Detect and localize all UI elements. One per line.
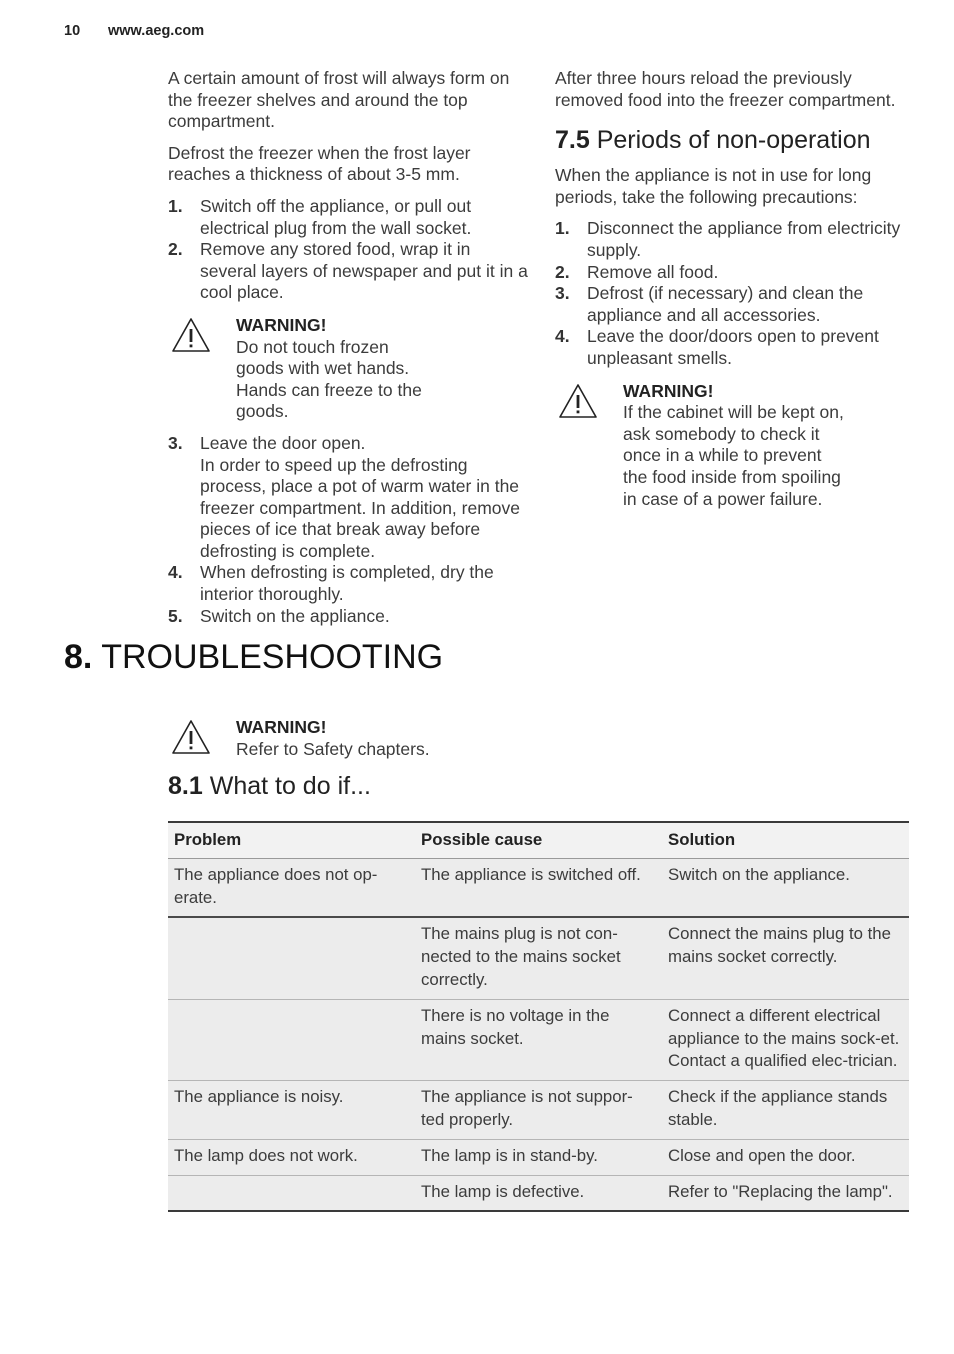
step-number: 5. bbox=[168, 605, 183, 626]
step-text: Remove all food. bbox=[587, 261, 719, 282]
warning-text: Refer to Safety chapters. bbox=[236, 738, 430, 759]
step-number: 4. bbox=[555, 326, 570, 347]
solution-cell: Refer to "Replacing the lamp". bbox=[662, 1175, 909, 1211]
problem-cell: The appliance is noisy. bbox=[168, 1081, 415, 1140]
step-number: 1. bbox=[168, 195, 183, 216]
warning-line: ask somebody to check it bbox=[623, 423, 820, 444]
warning-box bbox=[555, 381, 911, 511]
step-text: Defrost (if necessary) and clean the appliance and all accessories. bbox=[587, 283, 864, 325]
paragraph: A certain amount of frost will always form on the freezer shelves and around the top compartment. bbox=[168, 68, 510, 132]
section-title: Periods of non-operation bbox=[596, 126, 871, 155]
cause-cell: The lamp is defective. bbox=[415, 1175, 662, 1211]
step-text: Switch on the appliance. bbox=[200, 605, 390, 626]
paragraph: Defrost the freezer when the frost layer reaches a thickness of about 3-5 mm. bbox=[168, 142, 471, 185]
table-row bbox=[168, 858, 909, 917]
table-row bbox=[168, 1139, 909, 1175]
cause-cell: The appliance is not suppor-ted properly. bbox=[415, 1081, 662, 1140]
chapter-warning-box bbox=[168, 717, 636, 760]
defrost-steps-continued bbox=[168, 433, 528, 627]
table-row bbox=[168, 1175, 909, 1211]
table-row bbox=[168, 999, 909, 1080]
column-header: Solution bbox=[662, 822, 909, 858]
chapter-heading bbox=[64, 636, 443, 678]
step-number: 2. bbox=[168, 239, 183, 260]
website-url[interactable]: www.aeg.com bbox=[108, 23, 205, 39]
subsection-title: What to do if... bbox=[209, 772, 371, 800]
warning-line: goods. bbox=[236, 401, 289, 422]
warning-line: the food inside from spoiling bbox=[623, 466, 841, 487]
chapter-title: TROUBLESHOOTING bbox=[101, 638, 444, 676]
step-number: 1. bbox=[555, 218, 570, 239]
list-item bbox=[555, 326, 911, 369]
warning-title: WARNING! bbox=[623, 380, 714, 401]
step-detail: In order to speed up the defrosting process, place a pot of warm water in the freezer compartment. In addition, remove pieces of ice that break away before defrosting is complete. bbox=[200, 454, 521, 561]
chapter-number: 8. bbox=[64, 638, 93, 676]
list-item bbox=[168, 562, 528, 605]
step-text: When defrosting is completed, dry the interior thoroughly. bbox=[200, 562, 494, 605]
list-item bbox=[168, 433, 528, 563]
warning-icon bbox=[558, 383, 598, 419]
list-item bbox=[168, 606, 528, 628]
left-column bbox=[168, 68, 528, 627]
troubleshooting-table bbox=[168, 821, 909, 1212]
list-item bbox=[555, 283, 911, 326]
solution-cell: Close and open the door. bbox=[662, 1139, 909, 1175]
problem-cell bbox=[168, 999, 415, 1080]
warning-title: WARNING! bbox=[236, 314, 327, 335]
step-text: Switch off the appliance, or pull out electrical plug from the wall socket. bbox=[200, 195, 472, 238]
warning-box bbox=[168, 315, 528, 423]
step-text: Leave the door/doors open to prevent unpleasant smells. bbox=[587, 326, 879, 368]
step-text: Disconnect the appliance from electricity supply. bbox=[587, 218, 901, 260]
step-text: Leave the door open. bbox=[200, 432, 366, 453]
solution-cell: Connect a different electrical appliance to the mains sock-et. Contact a qualified elec-trician. bbox=[662, 999, 909, 1080]
subsection-number: 8.1 bbox=[168, 772, 203, 800]
list-item bbox=[555, 218, 911, 261]
step-number: 4. bbox=[168, 562, 183, 583]
table-row bbox=[168, 1081, 909, 1140]
table-row bbox=[168, 917, 909, 999]
problem-cell bbox=[168, 1175, 415, 1211]
page-number: 10 bbox=[64, 23, 81, 39]
problem-cell: The appliance does not op-erate. bbox=[168, 858, 415, 917]
warning-line: If the cabinet will be kept on, bbox=[623, 402, 844, 423]
solution-cell: Connect the mains plug to the mains socket correctly. bbox=[662, 917, 909, 999]
paragraph: When the appliance is not in use for long periods, take the following precautions: bbox=[555, 165, 872, 207]
warning-line: in case of a power failure. bbox=[623, 488, 823, 509]
defrost-steps bbox=[168, 196, 528, 304]
section-number: 7.5 bbox=[555, 126, 590, 155]
warning-title: WARNING! bbox=[236, 717, 327, 737]
warning-line: once in a while to prevent bbox=[623, 445, 822, 466]
paragraph: After three hours reload the previously removed food into the freezer compartment. bbox=[555, 68, 896, 110]
column-header: Possible cause bbox=[415, 822, 662, 858]
step-number: 3. bbox=[168, 432, 183, 453]
warning-icon bbox=[171, 317, 211, 353]
column-header: Problem bbox=[168, 822, 415, 858]
section-heading bbox=[555, 125, 911, 155]
warning-icon bbox=[171, 719, 211, 755]
cause-cell: The appliance is switched off. bbox=[415, 858, 662, 917]
cause-cell: The lamp is in stand-by. bbox=[415, 1139, 662, 1175]
subsection-heading bbox=[168, 771, 371, 801]
warning-line: Hands can freeze to the bbox=[236, 379, 422, 400]
table-header-row bbox=[168, 822, 909, 858]
problem-cell: The lamp does not work. bbox=[168, 1139, 415, 1175]
list-item bbox=[168, 239, 528, 304]
problem-cell bbox=[168, 917, 415, 999]
step-number: 3. bbox=[555, 283, 570, 304]
solution-cell: Switch on the appliance. bbox=[662, 858, 909, 917]
non-operation-steps bbox=[555, 218, 911, 369]
step-text: Remove any stored food, wrap it in several layers of newspaper and put it in a cool place. bbox=[200, 239, 528, 303]
warning-line: goods with wet hands. bbox=[236, 358, 410, 379]
right-column bbox=[555, 68, 911, 520]
step-number: 2. bbox=[555, 261, 570, 282]
list-item bbox=[555, 262, 911, 284]
cause-cell: The mains plug is not con-nected to the mains socket correctly. bbox=[415, 917, 662, 999]
list-item bbox=[168, 196, 528, 239]
warning-line: Do not touch frozen bbox=[236, 336, 389, 357]
cause-cell: There is no voltage in the mains socket. bbox=[415, 999, 662, 1080]
solution-cell: Check if the appliance stands stable. bbox=[662, 1081, 909, 1140]
page-header bbox=[64, 23, 204, 39]
